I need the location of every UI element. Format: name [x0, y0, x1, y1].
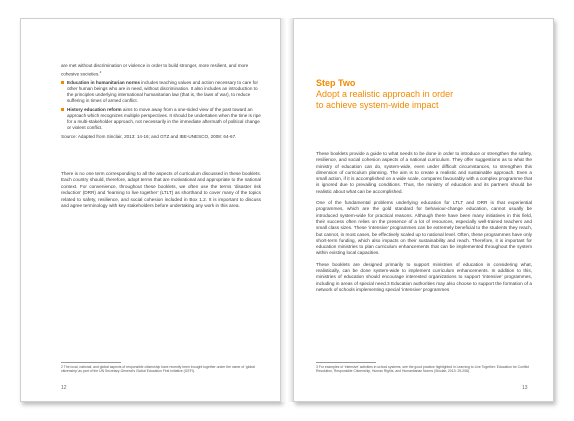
book-spine	[281, 18, 293, 402]
bullet-square-icon	[61, 81, 64, 84]
body-paragraph: These booklets are designed primarily to support ministries of education in considering what, realistically, can be done system-wide to implement curriculum enhancements. In addition to this, ministries of education should encourage interested organizations to support ‘intensive’ programmes, including in areas of special need.3 Education authorities may also choose to support the formation of a network of schools implementing special ‘intensive’ programmes	[316, 261, 532, 292]
box-intro: are met without discrimination or violence in order to build stronger, more resilient, and more cohesive societies.$^2$	[61, 63, 249, 77]
step-label: Step Two	[316, 78, 356, 88]
box-bullet-item	[61, 107, 261, 131]
box-source: Source: Adapted from Sinclair, 2013: 14-16; and GTZ and IBE-UNESCO, 2008: 64-67.	[61, 133, 237, 139]
step-title-line: Adopt a realistic approach in order	[316, 89, 454, 99]
footnote-ref: 2	[99, 70, 102, 74]
footnote-rule	[61, 362, 121, 363]
left-page	[20, 18, 281, 402]
right-page	[293, 18, 554, 402]
box-bullet-item	[61, 80, 261, 104]
body-paragraph: These booklets provide a guide to what needs to be done in order to introduce or strengthen the safety, resilience, and social cohesion aspects of a national curriculum. They offer suggestions as to what the ministry of education can do, system-wide, even under difficult circumstances, to strengthen this dimension of curriculum planning. The aim is to create a realistic and sustainable approach. Even a small action, if it is accomplished on a wide scale, compares favourably with a complex programme that is ignored due to prevailing conditions. Thus, the ministry of education and its partners should be realistic about what can be accomplished.	[316, 151, 532, 194]
box-text	[61, 63, 261, 142]
bullet-term: Education in humanitarian norms	[67, 79, 140, 85]
bullet-text: aims to move away from a one-sided view of the past toward an approach which recognizes multiple perspectives. It should be undertaken when the time is ripe for a multi-stakeholder approach, not necessarily in the immediate aftermath of political change or violent conflict.	[67, 106, 261, 130]
bullet-term: History education reform	[67, 106, 122, 112]
footnote-rule	[316, 362, 376, 363]
body-paragraph: There is no one term corresponding to all the aspects of curriculum discussed in these booklets. Each country should, therefore, adopt terms that are motivational and appropriate to the national context. For convenience, throughout these booklets, we often use the terms ‘disaster risk reduction’ (DRR) and ‘learning to live together’ (LTLT) as shorthand to cover many of the topics related to safety, resilience, and social cohesion included in Box 1.2. It is important to discuss and agree terminology with key stakeholders before undertaking any work in this area.	[61, 171, 261, 209]
bullet-square-icon	[61, 108, 64, 111]
bullet-text: includes teaching values and action necessary to care for other human beings who are in need, without discrimination. It also includes an introduction to the principles underlying international humanitarian law (that is, the laws of war), to reduce suffering in times of armed conflict.	[67, 79, 258, 103]
page-number: 12	[61, 385, 67, 391]
body-text	[61, 171, 261, 209]
body-text	[316, 151, 532, 298]
body-paragraph: One of the fundamental problems underlying education for LTLT and DRR is that experiential programmes, which are the gold standard for behaviour-change education, cannot usually be introduced system-wide for practical reasons. Although there have been many initiatives in this field, their success often relies on the presence of a lot of resources, especially well-trained teachers and small class sizes. These ‘intensive’ programmes can be extremely beneficial to the students they reach, but cannot, in most cases, be effectively scaled up to national level. Often, these programmes have only short-term funding, which also impacts on their sustainability and reach. Therefore, it is important for education ministries to plan curriculum enhancements that can be implemented throughout the system within existing local capacities.	[316, 200, 532, 256]
footnote: 2 The local, national, and global aspects of responsible citizenship have recently been brought together under the name of ‘global citizenship’ as part of the UN Secretary-General’s Global Education First Initiative (GEFI).	[61, 365, 255, 374]
page-number: 13	[522, 385, 528, 391]
step-title-line: to achieve system-wide impact	[316, 100, 439, 110]
footnote: 3 For examples of ‘intensive’ activities in school systems, see the good practice highlighted in Learning to Live Together: Education for Conflict Resolution, Responsible Citizenship, Human Rights, and Humanitarian Norms (Sinclair, 2013: 25-208).	[316, 365, 529, 374]
step-heading	[316, 77, 536, 111]
